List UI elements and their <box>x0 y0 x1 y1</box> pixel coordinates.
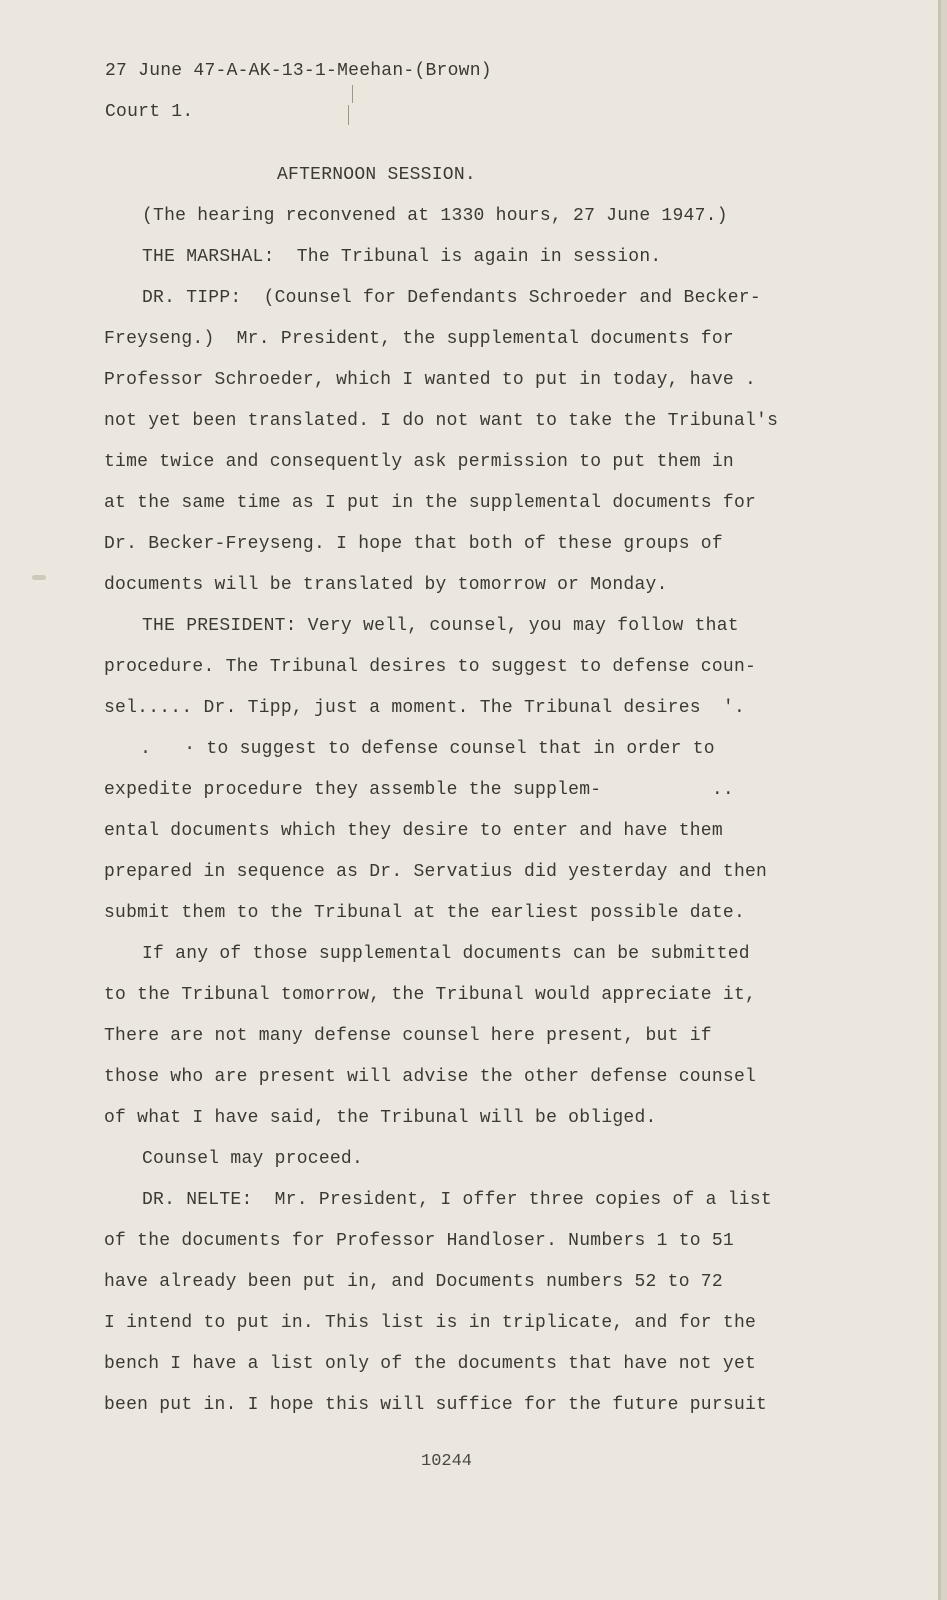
text-line: Dr. Becker-Freyseng. I hope that both of these groups of <box>104 534 723 554</box>
text-line: those who are present will advise the other defense counsel <box>104 1067 757 1087</box>
text-line: There are not many defense counsel here present, but if <box>104 1026 712 1046</box>
text-line: I intend to put in. This list is in triplicate, and for the <box>104 1313 757 1333</box>
file-reference: 27 June 47-A-AK-13-1-Meehan-(Brown) <box>105 61 492 81</box>
text-line: DR. NELTE: Mr. President, I offer three copies of a list <box>142 1190 772 1210</box>
text-line: THE PRESIDENT: Very well, counsel, you may follow that <box>142 616 739 636</box>
page-number: 10244 <box>421 1452 473 1471</box>
text-line: of the documents for Professor Handloser. Numbers 1 to 51 <box>104 1231 734 1251</box>
pencil-mark <box>348 105 349 125</box>
paper-mark <box>32 575 46 580</box>
text-line: DR. TIPP: (Counsel for Defendants Schroeder and Becker- <box>142 288 761 308</box>
text-line: sel..... Dr. Tipp, just a moment. The Tribunal desires '. <box>104 698 746 718</box>
text-line: ental documents which they desire to enter and have them <box>104 821 723 841</box>
text-line: have already been put in, and Documents numbers 52 to 72 <box>104 1272 723 1292</box>
pencil-mark <box>352 85 353 103</box>
text-line: Professor Schroeder, which I wanted to put in today, have . <box>104 370 757 390</box>
text-line: If any of those supplemental documents can be submitted <box>142 944 750 964</box>
session-heading: AFTERNOON SESSION. <box>277 165 476 185</box>
text-line: expedite procedure they assemble the supplem- .. <box>104 780 734 800</box>
text-line: been put in. I hope this will suffice for the future pursuit <box>104 1395 768 1415</box>
text-line: of what I have said, the Tribunal will be obliged. <box>104 1108 657 1128</box>
text-line: to the Tribunal tomorrow, the Tribunal would appreciate it, <box>104 985 757 1005</box>
text-line: at the same time as I put in the supplemental documents for <box>104 493 757 513</box>
text-line: prepared in sequence as Dr. Servatius did yesterday and then <box>104 862 768 882</box>
text-line: not yet been translated. I do not want to take the Tribunal's <box>104 411 779 431</box>
text-line: bench I have a list only of the documents that have not yet <box>104 1354 757 1374</box>
text-line: THE MARSHAL: The Tribunal is again in session. <box>142 247 662 267</box>
text-line: procedure. The Tribunal desires to suggest to defense coun- <box>104 657 757 677</box>
text-line: Counsel may proceed. <box>142 1149 364 1169</box>
text-line: Freyseng.) Mr. President, the supplemental documents for <box>104 329 734 349</box>
text-line: documents will be translated by tomorrow or Monday. <box>104 575 668 595</box>
text-line: . · to suggest to defense counsel that in order to <box>118 739 715 759</box>
text-line: (The hearing reconvened at 1330 hours, 27 June 1947.) <box>142 206 728 226</box>
text-line: time twice and consequently ask permission to put them in <box>104 452 734 472</box>
court-label: Court 1. <box>105 102 194 122</box>
text-line: submit them to the Tribunal at the earliest possible date. <box>104 903 746 923</box>
